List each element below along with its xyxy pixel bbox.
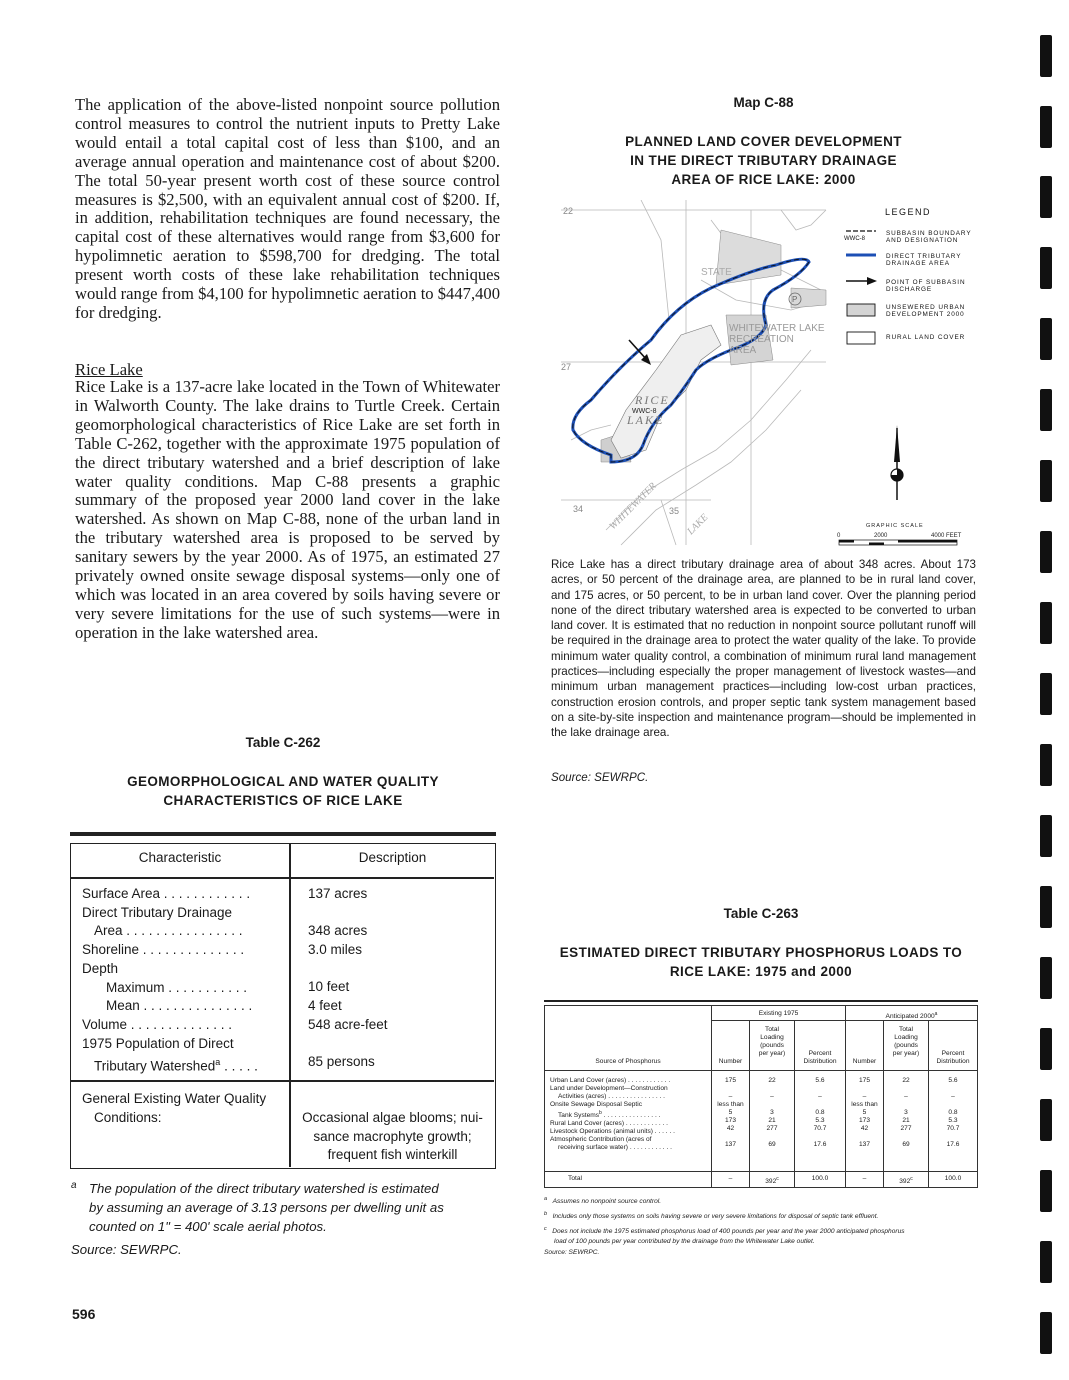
col-source-header: Source of Phosphorus [595, 1058, 661, 1065]
header-line: per year) [892, 1050, 920, 1057]
row-leader: . . . . . . . . . . . [164, 979, 248, 995]
col-loading-existing [750, 1077, 794, 1149]
total-label: Total [568, 1175, 582, 1182]
row-leader: . . . . . . . . . . . . . . [127, 1016, 233, 1032]
table-c262-number: Table C-262 [245, 735, 321, 750]
edge-tab [1040, 602, 1052, 644]
row-value: 4 feet [308, 998, 342, 1014]
total-cell: – [728, 1175, 733, 1182]
table-cell: 17.6 [813, 1141, 827, 1148]
table-cell: 173 [724, 1117, 736, 1124]
table-cell: less than [851, 1101, 878, 1108]
table-c262-rows [82, 885, 287, 1077]
row-label: Area [94, 923, 123, 939]
table-cell: 5.3 [948, 1117, 958, 1124]
row-leader: . . . . . . . . . . . . . . [139, 942, 245, 958]
map-title [551, 132, 976, 189]
table-c263-source: Source: SEWRPC. [544, 1248, 600, 1256]
table-c262 [70, 843, 496, 1169]
table-c262-values [308, 885, 493, 1072]
table-cell: 137 [858, 1141, 870, 1148]
table-c263 [544, 1005, 978, 1188]
edge-tab [1040, 1099, 1052, 1141]
table-c263-title-line2: RICE LAKE: 1975 and 2000 [669, 964, 853, 979]
edge-tab [1040, 744, 1052, 786]
legend-label: DEVELOPMENT 2000 [886, 311, 965, 318]
edge-tab [1040, 886, 1052, 928]
table-cell: 175 [858, 1077, 870, 1084]
table-cell: 175 [724, 1077, 736, 1084]
recreation-label: AREA [729, 345, 757, 356]
row-label: Shoreline [82, 942, 140, 958]
col-loading-anticipated [884, 1077, 928, 1149]
table-cell: 69 [902, 1141, 910, 1148]
table-cell: 42 [860, 1125, 869, 1132]
group-anticipated-label: Anticipated 2000 [885, 1013, 935, 1021]
table-cell: 0.8 [815, 1109, 825, 1116]
header-line: (pounds [760, 1042, 784, 1049]
source-cell: receiving surface water) . . . . . . . . . . . . [558, 1144, 672, 1152]
map-number: Map C-88 [733, 95, 794, 110]
legend-title: LEGEND [885, 207, 932, 217]
edge-tab [1040, 815, 1052, 857]
table-row [82, 904, 287, 923]
source-cell: Activities (acres) . . . . . . . . . . . . . . . . [558, 1093, 665, 1100]
table-cell: 137 [724, 1141, 736, 1148]
legend-subbasin-boundary [844, 230, 972, 244]
table-cell: 42 [726, 1125, 735, 1132]
footnote-line: by assuming an average of 3.13 persons per dwelling unit as [89, 1199, 444, 1215]
row-leader: . . . . . . . . . . . . [160, 886, 251, 901]
table-row [82, 979, 287, 998]
legend-label: DISCHARGE [886, 286, 933, 293]
col-number-header: Number [852, 1058, 877, 1065]
edge-tab [1040, 531, 1052, 573]
table-cell: – [862, 1093, 867, 1100]
edge-tab [1040, 35, 1052, 77]
edge-tab [1040, 957, 1052, 999]
table-c263-title-line1: ESTIMATED DIRECT TRIBUTARY PHOSPHORUS LOADS TO [559, 945, 963, 960]
table-cell: 5.3 [815, 1117, 825, 1124]
whitewater-lake-label: LAKE [685, 512, 711, 538]
source-cell: Livestock Operations (animal units) . . . . . . [550, 1128, 675, 1136]
header-line: per year) [758, 1050, 786, 1057]
total-cell: 100.0 [944, 1175, 962, 1182]
row-value: 137 acres [308, 886, 368, 901]
table-cell: 70.7 [946, 1125, 960, 1132]
edge-tab [1040, 106, 1052, 148]
total-value: 392 [765, 1178, 777, 1186]
table-cell: 22 [902, 1077, 910, 1084]
section-label: 34 [573, 504, 584, 514]
map-title-line2: IN THE DIRECT TRIBUTARY DRAINAGE [630, 153, 897, 168]
footnote-marker: c [776, 1176, 779, 1182]
map-source: Source: SEWRPC. [551, 771, 649, 784]
row-label: Tributary Watershed [94, 1058, 216, 1074]
source-cell: Land under Development—Construction [550, 1085, 668, 1092]
total-cell: – [862, 1175, 867, 1182]
table-cell: 69 [768, 1141, 776, 1148]
footnote-marker: c [910, 1176, 913, 1182]
north-arrow-icon [891, 425, 903, 500]
row-value-empty [308, 960, 493, 979]
total-value: 392 [899, 1178, 911, 1186]
legend-label: AND DESIGNATION [886, 237, 959, 244]
legend-symbol-label: WWC-8 [844, 236, 865, 242]
table-row [82, 922, 287, 941]
legend-label: POINT OF SUBBASIN [886, 279, 966, 286]
row-value-empty [308, 1035, 493, 1054]
lake-label: LAKE [627, 413, 665, 427]
footnote-marker: c [544, 1226, 547, 1233]
table-c262-footnote [71, 1180, 501, 1236]
table-c263-footnotes [544, 1195, 984, 1257]
footnote-c: load of 100 pounds per year contributed by the drainage from the Whitewater Lake outlet. [554, 1237, 815, 1245]
row-value: 10 feet [308, 979, 350, 995]
map-caption: Rice Lake has a direct tributary drainage area of about 348 acres. About 173 acres, or 50 percent of the drainage area, are planned to be in rural land cover, and 175 acres, or 50 percent, to be in urban land cover. Over the planning period none of the direct tributary watershed area is expected to be converted to urban land cover. It is estimated that no reduction in nonpoint source pollutant runoff will be required in the drainage area to protect the water quality of the lake. To provide minimum water quality control, a combination of minimum rural land management practices—including especially the proper management of livestock wastes—and minimum urban management practices—including low-cost urban practices, construction erosion controls, and proper septic tank system management based on a site-by-site inspection and maintenance program—should be implemented in the lake drainage area. [551, 558, 976, 740]
table-cell: 0.8 [948, 1109, 958, 1116]
table-row [82, 1016, 287, 1035]
row-label: Depth [82, 960, 119, 976]
header-line: Percent [941, 1050, 965, 1057]
legend-label: DRAINAGE AREA [886, 260, 950, 267]
legend-urban-development [847, 304, 965, 318]
table-cell: – [770, 1093, 774, 1100]
table-cell: 17.6 [946, 1141, 960, 1148]
footnote-b: Includes only those systems on soils having severe or very severe limitations for disposal of septic tank effluent. [552, 1213, 879, 1221]
header-line: Total [899, 1026, 913, 1033]
table-cell: 21 [902, 1117, 910, 1124]
footnote-marker: b [544, 1211, 548, 1218]
row-label: Maximum [106, 979, 165, 995]
page-number: 596 [72, 1306, 96, 1322]
wq-label-line2: Conditions: [94, 1109, 162, 1125]
edge-tab [1040, 460, 1052, 502]
col-percent-anticipated [929, 1077, 977, 1149]
header-line: Loading [894, 1034, 918, 1041]
legend-label: RURAL LAND COVER [886, 334, 966, 341]
edge-tab [1040, 1170, 1052, 1212]
row-value: 548 acre-feet [308, 1016, 388, 1032]
edge-tab [1040, 1312, 1052, 1354]
wq-value-line3: frequent fish winterkill [327, 1147, 458, 1163]
subbasin-label: WWC-8 [632, 408, 657, 415]
row-leader: . . . . . . . . . . . . . . . . [122, 923, 243, 939]
rice-lake-map [551, 200, 991, 550]
footnote-a: Assumes no nonpoint source control. [552, 1198, 662, 1206]
col-number-existing [712, 1077, 749, 1149]
row-value-empty [308, 904, 493, 923]
legend-label: SUBBASIN BOUNDARY [886, 230, 972, 237]
row-label: Surface Area [82, 886, 161, 901]
edge-tab [1040, 176, 1052, 218]
group-header-existing: Existing 1975 [758, 1010, 799, 1017]
legend-label: UNSEWERED URBAN [886, 304, 966, 311]
source-cell: Tank Systems [558, 1112, 600, 1120]
edge-tab [1040, 1241, 1052, 1283]
wq-label [82, 1090, 287, 1127]
recreation-label: RECREATION [729, 334, 794, 345]
grid-line [545, 1171, 977, 1172]
header-line: Percent [808, 1050, 832, 1057]
table-cell: 3 [770, 1109, 774, 1116]
scale-label: 0 [837, 533, 841, 539]
table-row [82, 960, 287, 979]
legend-discharge-point [846, 277, 965, 293]
scale-label: 4000 FEET [931, 533, 962, 539]
edge-tab [1040, 247, 1052, 289]
table-cell: 5.6 [815, 1077, 825, 1084]
table-c262-top-rule [70, 832, 496, 836]
footnote-marker: a [71, 1180, 77, 1191]
total-cell [750, 1175, 794, 1186]
footnote-c: Does not include the 1975 estimated phosphorus load of 400 pounds per year and the year 2000 anticipated phosphorus [552, 1228, 905, 1236]
footnote-marker: a [934, 1011, 938, 1017]
source-cell: Urban Land Cover (acres) . . . . . . . . . . . . [550, 1077, 671, 1084]
whitewater-label: WHITEWATER [607, 480, 659, 533]
section-label: 27 [561, 362, 572, 372]
table-cell: 22 [768, 1077, 776, 1084]
total-cell: 100.0 [811, 1175, 829, 1182]
table-c263-title [544, 943, 978, 981]
table-cell: – [728, 1093, 733, 1100]
map-title-line1: PLANNED LAND COVER DEVELOPMENT [625, 134, 902, 149]
group-header-anticipated [846, 1010, 977, 1021]
source-cell: Rural Land Cover (acres) . . . . . . . . . . . . [550, 1120, 668, 1128]
wq-label-line1: General Existing Water Quality [82, 1091, 267, 1106]
wq-value [291, 1109, 494, 1165]
row-label: 1975 Population of Direct [82, 1035, 234, 1051]
header-line: Distribution [936, 1058, 970, 1065]
table-c262-title-line2: CHARACTERISTICS OF RICE LAKE [163, 793, 403, 808]
footnote-marker: a [544, 1196, 548, 1202]
table-cell: 70.7 [813, 1125, 827, 1132]
table-c262-title [70, 772, 496, 810]
col-percent-existing [795, 1077, 845, 1149]
row-value: 3.0 miles [308, 942, 363, 958]
source-column [550, 1077, 710, 1152]
scale-title: GRAPHIC SCALE [866, 523, 924, 529]
col-percent-header [929, 1050, 977, 1066]
table-c262-title-line1: GEOMORPHOLOGICAL AND WATER QUALITY [127, 774, 439, 789]
col-loading-header [884, 1026, 928, 1058]
row-leader: . . . . . . . . . . . . . . . [139, 998, 253, 1014]
lake-label: RICE [635, 393, 670, 407]
map-title-line3: AREA OF RICE LAKE: 2000 [671, 172, 856, 187]
col-number-header: Number [718, 1058, 743, 1065]
legend-drainage-area [846, 253, 961, 267]
table-cell: – [951, 1093, 955, 1100]
footnote-marker: a [215, 1057, 221, 1068]
table-cell: 277 [766, 1125, 778, 1132]
footnote-line: The population of the direct tributary watershed is estimated [89, 1181, 439, 1196]
source-cell: Onsite Sewage Disposal Septic [550, 1101, 642, 1108]
table-row [82, 1035, 287, 1054]
parking-label: P [792, 295, 798, 304]
col-percent-header [795, 1050, 845, 1066]
section-label: 22 [563, 206, 574, 216]
table-cell: less than [717, 1101, 744, 1108]
header-line: Total [765, 1026, 779, 1033]
table-cell: 5.6 [948, 1077, 958, 1084]
edge-tab [1040, 673, 1052, 715]
table-c263-number: Table C-263 [723, 906, 799, 921]
table-c262-header-rule [71, 877, 494, 879]
table-row [82, 885, 287, 904]
legend-label: DIRECT TRIBUTARY [886, 253, 962, 260]
row-value: 348 acres [308, 923, 368, 939]
row-leader: . . . . . [220, 1058, 258, 1074]
row-value: 85 persons [308, 1054, 375, 1070]
col-characteristic-header: Characteristic [138, 850, 222, 865]
row-leader: . . . . . . . . . . . . . . . . [601, 1112, 661, 1120]
grid-line [545, 1070, 977, 1071]
table-c262-source: Source: SEWRPC. [71, 1242, 182, 1257]
state-label: STATE [701, 267, 732, 278]
header-line: (pounds [894, 1042, 918, 1049]
row-label: Volume [82, 1016, 128, 1032]
table-row [82, 1053, 287, 1076]
wq-value-line2: sance macrophyte growth; [313, 1128, 472, 1144]
header-line: Loading [760, 1034, 784, 1041]
legend-rural-land [847, 332, 965, 344]
table-row [82, 997, 287, 1016]
row-label: Direct Tributary Drainage [82, 904, 233, 920]
table-cell: – [904, 1093, 908, 1100]
table-cell: 5 [728, 1109, 733, 1116]
table-cell: 277 [900, 1125, 912, 1132]
table-c262-wq-rule [71, 1080, 494, 1082]
source-cell: Atmospheric Contribution (acres of [550, 1136, 652, 1144]
rice-lake-water [611, 325, 721, 458]
table-cell: 21 [768, 1117, 776, 1124]
table-cell: 173 [858, 1117, 870, 1124]
intro-paragraph: The application of the above-listed nonpoint source pollution control measures to control the nutrient inputs to Pretty Lake would entail a total capital cost of less than $100, and an average annual operation and maintenance cost of about $200. The total 50-year present worth cost of these source control measures is $2,500, with an equivalent annual cost of $200. If, in addition, rehabilitation techniques are found necessary, the capital cost of these alternatives would range from $3,600 for hypolimnetic aeration to $598,700 for dredging. The total present worth costs of these lake rehabilitation techniques would range from $4,100 for hypolimnetic aeration to $447,400 for dredging. [75, 95, 500, 322]
section-label: 35 [669, 506, 680, 516]
edge-tab [1040, 1028, 1052, 1070]
wq-value-line1: Occasional algae blooms; nui- [302, 1110, 483, 1125]
section-paragraph: Rice Lake is a 137-acre lake located in the Town of Whitewater in Walworth County. The lake drains to Turtle Creek. Certain geomorphological characteristics of Rice Lake are set forth in Table C-262, together with the approximate 1975 population of the direct tributary watershed and a brief description of lake water quality conditions. Map C-88 presents a graphic summary of the proposed year 2000 land cover in the lake watershed. As shown on Map C-88, none of the urban land in the tributary watershed area is proposed to be served by sanitary sewers by the year 2000. As of 1975, an estimated 27 privately owned onsite sewage disposal systems—only one of which was located in an area covered by soils having severe or very severe limitations for the use of such systems—were in operation in the lake watershed area. [75, 377, 500, 642]
table-cell: – [818, 1093, 822, 1100]
scale-label: 2000 [874, 533, 888, 539]
table-row [82, 941, 287, 960]
col-description-header: Description [358, 850, 427, 865]
total-cell [884, 1175, 928, 1186]
scale-bar [839, 540, 957, 545]
header-line: Distribution [803, 1058, 837, 1065]
footnote-marker: b [599, 1110, 602, 1116]
footnote-line: counted on 1" = 400' scale aerial photos. [89, 1218, 327, 1234]
table-c263-top-rule [544, 1000, 978, 1002]
recreation-label: WHITEWATER LAKE [729, 323, 825, 334]
edge-tab [1040, 318, 1052, 360]
row-label: Mean [106, 998, 140, 1014]
col-loading-header [750, 1026, 794, 1058]
section-heading: Rice Lake [75, 360, 143, 379]
table-cell: 5 [862, 1109, 867, 1116]
table-cell: 3 [904, 1109, 908, 1116]
edge-tab [1040, 389, 1052, 431]
col-number-anticipated [846, 1077, 883, 1149]
